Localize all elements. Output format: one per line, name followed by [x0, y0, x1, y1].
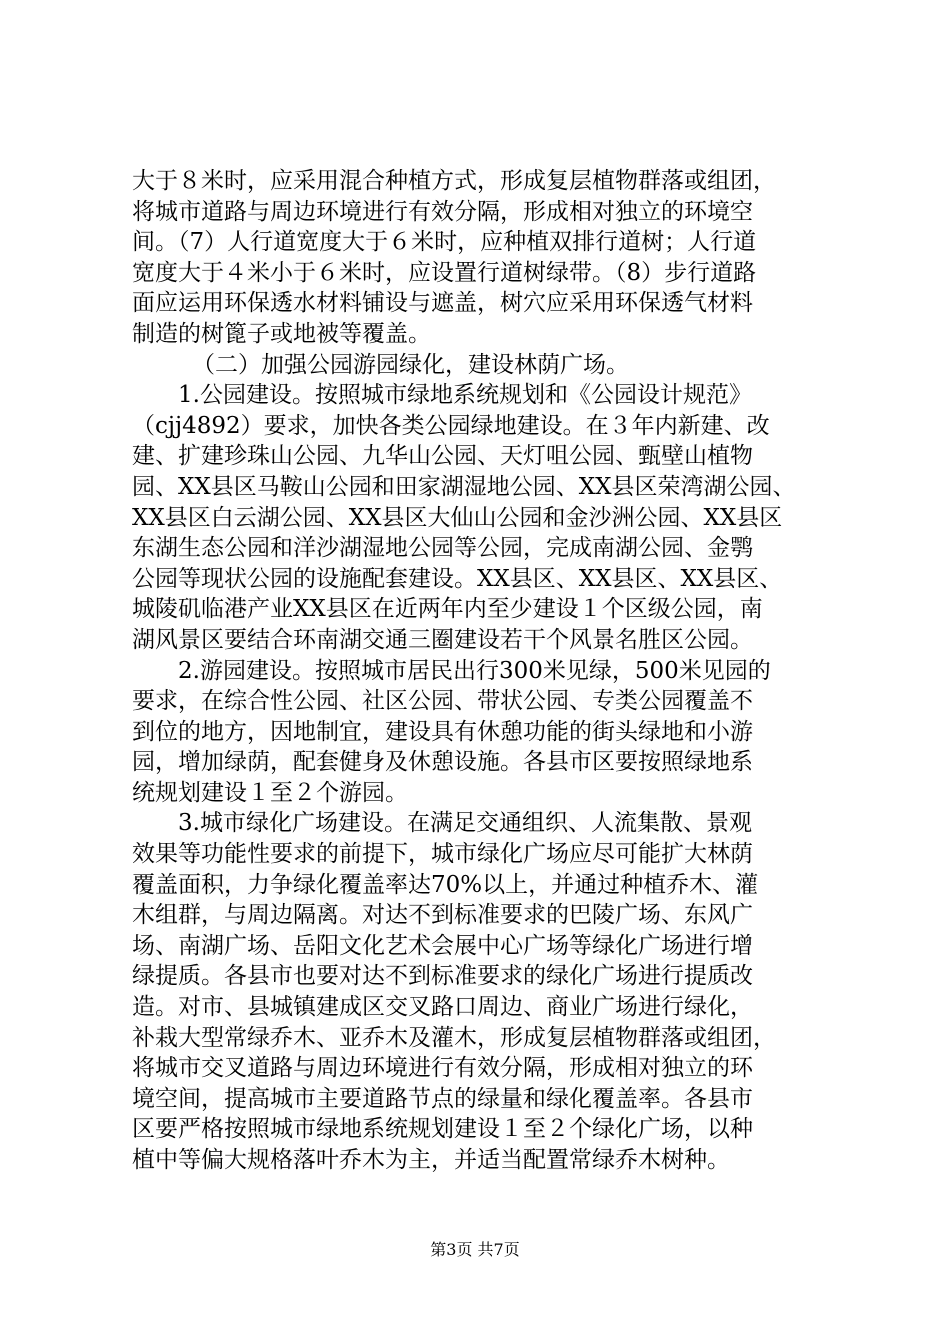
text-line: 湖风景区要结合环南湖交通三圈建设若干个风景名胜区公园。 — [132, 626, 753, 653]
text-line: 将城市道路与周边环境进行有效分隔，形成相对独立的环境空 — [132, 198, 753, 225]
paragraph-start: 1.公园建设。按照城市绿地系统规划和《公园设计规范》 — [178, 382, 752, 409]
text-line: 建、扩建珍珠山公园、九华山公园、天灯咀公园、甄壁山植物 — [132, 443, 753, 470]
text-line: XX县区白云湖公园、XX县区大仙山公园和金沙洲公园、XX县区 — [132, 504, 783, 531]
text-line: 效果等功能性要求的前提下，城市绿化广场应尽可能扩大林荫 — [132, 841, 753, 868]
text-line: （cjj4892）要求，加快各类公园绿地建设。在３年内新建、改 — [132, 412, 770, 439]
text-line: 造。对市、县城镇建成区交叉路口周边、商业广场进行绿化， — [132, 994, 753, 1021]
text-line: 植中等偏大规格落叶乔木为主，并适当配置常绿乔木树种。 — [132, 1147, 730, 1173]
text-line: 制造的树篦子或地被等覆盖。 — [132, 320, 431, 347]
paragraph-start: 2.游园建设。按照城市居民出行300米见绿，500米见园的 — [178, 657, 771, 684]
text-line: 间。（7）人行道宽度大于６米时，应种植双排行道树；人行道 — [132, 229, 757, 256]
text-line: 到位的地方，因地制宜，建设具有休憩功能的街头绿地和小游 — [132, 718, 753, 745]
document-body — [132, 166, 832, 1176]
text-line: 东湖生态公园和洋沙湖湿地公园等公园，完成南湖公园、金鹗 — [132, 535, 753, 562]
text-line: 补栽大型常绿乔木、亚乔木及灌木，形成复层植物群落或组团， — [132, 1024, 776, 1051]
text-line: 覆盖面积，力争绿化覆盖率达70%以上，并通过种植乔木、灌 — [132, 871, 759, 898]
text-line: 宽度大于４米小于６米时，应设置行道树绿带。（8）步行道路 — [132, 259, 757, 286]
text-line: 木组群，与周边隔离。对达不到标准要求的巴陵广场、东风广 — [132, 902, 753, 929]
text-line: 公园等现状公园的设施配套建设。XX县区、XX县区、XX县区、 — [132, 565, 783, 592]
text-line: 城陵矶临港产业XX县区在近两年内至少建设１个区级公园，南 — [132, 596, 763, 623]
page-number-footer: 第3页 共7页 — [430, 1240, 520, 1259]
section-heading: （二）加强公园游园绿化，建设林荫广场。 — [192, 351, 629, 378]
text-line: 园、XX县区马鞍山公园和田家湖湿地公园、XX县区荣湾湖公园、 — [132, 473, 796, 500]
text-line: 园，增加绿荫，配套健身及休憩设施。各县市区要按照绿地系 — [132, 749, 753, 776]
text-line: 境空间，提高城市主要道路节点的绿量和绿化覆盖率。各县市 — [132, 1085, 753, 1112]
text-line: 面应运用环保透水材料铺设与遮盖，树穴应采用环保透气材料 — [132, 290, 753, 317]
paragraph-start: 3.城市绿化广场建设。在满足交通组织、人流集散、景观 — [178, 810, 752, 837]
text-line: 区要严格按照城市绿地系统规划建设１至２个绿化广场，以种 — [132, 1116, 753, 1143]
text-line: 统规划建设１至２个游园。 — [132, 779, 408, 806]
text-line: 要求，在综合性公园、社区公园、带状公园、专类公园覆盖不 — [132, 688, 753, 715]
text-line: 场、南湖广场、岳阳文化艺术会展中心广场等绿化广场进行增 — [132, 932, 753, 959]
text-line: 绿提质。各县市也要对达不到标准要求的绿化广场进行提质改 — [132, 963, 753, 990]
text-line: 将城市交叉道路与周边环境进行有效分隔，形成相对独立的环 — [132, 1055, 753, 1082]
text-line: 大于８米时，应采用混合种植方式，形成复层植物群落或组团， — [132, 168, 776, 194]
